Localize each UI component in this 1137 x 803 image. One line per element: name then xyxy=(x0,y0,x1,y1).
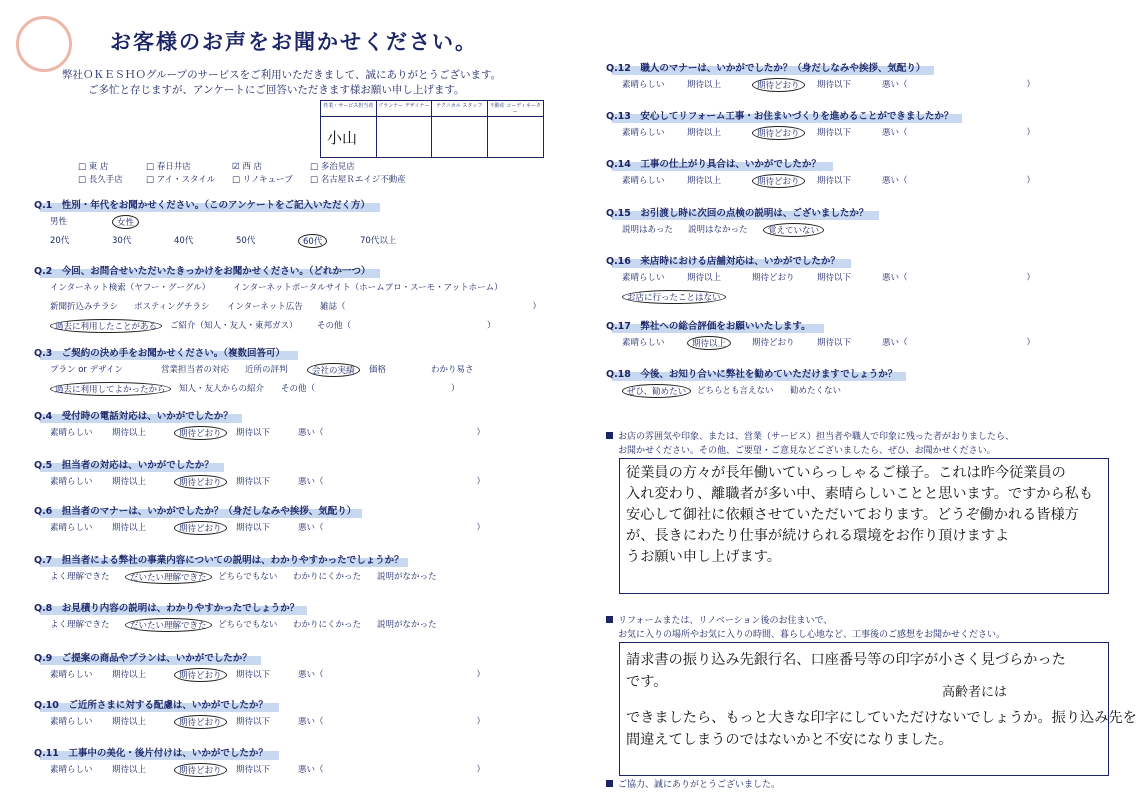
answer-option[interactable]: 勧めたくない xyxy=(790,386,842,396)
answer-option[interactable]: お店に行ったことはない xyxy=(622,290,726,304)
answer-option[interactable]: 期待以上 xyxy=(112,670,147,680)
answer-option[interactable]: 期待以上 xyxy=(687,176,722,186)
intro-line-1: 弊社ＯＫＥＳＨＯグループのサービスをご利用いただきまして、誠にありがとうございます。 xyxy=(62,69,502,81)
footer: ご協力、誠にありがとうございました。 xyxy=(606,778,780,792)
question-title: Q.16 来店時における店舗対応は、いかがでしたか？ xyxy=(606,256,840,267)
answer-option[interactable]: 悪い（ ） xyxy=(298,428,486,438)
answer-option[interactable]: その他（ ） xyxy=(317,321,496,331)
answer-option[interactable]: 説明はあった xyxy=(622,225,673,235)
answer-option[interactable]: 素晴らしい xyxy=(622,128,665,138)
question-title: Q.5 担当者の対応は、いかがでしたか？ xyxy=(34,460,214,471)
answer-option[interactable]: 期待以上 xyxy=(112,765,147,775)
answer-option[interactable]: 期待以下 xyxy=(817,128,852,138)
answer-option[interactable]: プラン or デザイン xyxy=(50,365,124,375)
answer-option[interactable]: 期待以下 xyxy=(236,477,271,487)
answer-option[interactable]: 期待以上 xyxy=(687,273,722,283)
answer-option[interactable]: 悪い（ ） xyxy=(882,338,1036,348)
staff-table xyxy=(320,100,544,158)
answer-option[interactable]: 期待以下 xyxy=(817,273,852,283)
question-title: Q.12 職人のマナーは、いかがでしたか？（身だしなみや挨拶、気配り） xyxy=(606,63,926,74)
comment1-line: うお願い申し上げます。 xyxy=(626,549,781,565)
answer-option[interactable]: 説明がなかった xyxy=(377,620,437,630)
comment2-line: できましたら、もっと大きな印字にしていただけないでしょうか。振り込み先を xyxy=(626,710,1137,726)
staff-header: 不動産 コーディネーター xyxy=(488,101,544,117)
answer-option[interactable]: 期待以下 xyxy=(817,338,852,348)
answer-option[interactable]: よく理解できた xyxy=(50,620,110,630)
answer-option[interactable]: 過去に利用してよかったから xyxy=(50,382,171,396)
sales-staff-name[interactable]: 小山 xyxy=(321,117,377,157)
answer-option[interactable]: 素晴らしい xyxy=(622,338,665,348)
answer-option[interactable]: 悪い（ ） xyxy=(298,765,486,775)
question-title: Q.7 担当者による弊社の事業内容についての説明は、わかりやすかったでしょうか？ xyxy=(34,555,404,566)
answer-option[interactable]: 悪い（ ） xyxy=(298,717,486,727)
answer-option[interactable]: 会社の実績 xyxy=(307,363,360,377)
comment1-line: が、長きにわたり仕事が続けられる環境をお作り頂けますよ xyxy=(626,528,1010,544)
question-title: Q.1 性別・年代をお聞かせください。（このアンケートをご記入いただく方） xyxy=(34,200,370,211)
answer-option[interactable]: 期待どおり xyxy=(752,338,795,348)
question-title: Q.14 工事の仕上がり具合は、いかがでしたか？ xyxy=(606,159,821,170)
store-checkbox[interactable]: □ 多治見店 xyxy=(310,162,355,172)
square-bullet-icon xyxy=(606,432,613,439)
answer-option[interactable]: 期待以上 xyxy=(112,477,147,487)
answer-option[interactable]: 女性 xyxy=(112,215,139,229)
answer-option[interactable]: 雑誌（ ） xyxy=(320,302,542,312)
store-checkbox[interactable]: □ 東 店 xyxy=(78,162,109,172)
answer-option[interactable]: 素晴らしい xyxy=(50,717,93,727)
answer-option[interactable]: 新聞折込みチラシ xyxy=(50,302,119,312)
answer-option[interactable]: 悪い（ ） xyxy=(298,523,486,533)
answer-option[interactable]: 価格 xyxy=(369,365,387,375)
question-title: Q.11 工事中の美化・後片付けは、いかがでしたか？ xyxy=(34,748,268,759)
answer-option[interactable]: 期待以下 xyxy=(236,670,271,680)
staff-header: テクニカル スタッフ xyxy=(432,101,488,117)
answer-option[interactable]: ご紹介（知人・友人・東邦ガス） xyxy=(170,321,298,331)
answer-option[interactable]: インターネット広告 xyxy=(227,302,303,312)
question-title: Q.17 弊社への総合評価をお願いいたします。 xyxy=(606,321,811,332)
answer-option[interactable]: 素晴らしい xyxy=(50,428,93,438)
answer-option[interactable]: わかりにくかった xyxy=(293,572,362,582)
answer-option[interactable]: ぜひ、勧めたい xyxy=(622,384,691,398)
answer-option[interactable]: 悪い（ ） xyxy=(882,273,1036,283)
answer-option[interactable]: 素晴らしい xyxy=(622,273,665,283)
answer-option[interactable]: 期待どおり xyxy=(752,78,805,92)
store-checkbox[interactable]: □ 長久手店 xyxy=(78,175,123,185)
answer-option[interactable]: 悪い（ ） xyxy=(298,670,486,680)
answer-option[interactable]: 素晴らしい xyxy=(622,176,665,186)
question-title: Q.9 ご提案の商品やプランは、いかがでしたか？ xyxy=(34,653,252,664)
answer-option[interactable]: よく理解できた xyxy=(50,572,110,582)
answer-option[interactable]: 期待どおり xyxy=(752,174,805,188)
answer-option[interactable]: 期待どおり xyxy=(174,763,227,777)
staff-cell[interactable] xyxy=(488,117,544,157)
comment1-text xyxy=(620,459,1108,568)
answer-option[interactable]: 期待以下 xyxy=(817,80,852,90)
answer-option[interactable]: 素晴らしい xyxy=(50,523,93,533)
answer-option[interactable]: 過去に利用したことがある xyxy=(50,319,162,333)
answer-option[interactable]: 期待どおり xyxy=(174,715,227,729)
comment2-line: です。 xyxy=(626,674,668,690)
answer-option[interactable]: 70代以上 xyxy=(360,236,397,246)
answer-option[interactable]: 説明はなかった xyxy=(688,225,748,235)
answer-option[interactable]: 素晴らしい xyxy=(50,765,93,775)
answer-option[interactable]: 期待以上 xyxy=(687,80,722,90)
answer-option[interactable]: 素晴らしい xyxy=(50,477,93,487)
comment1-prompt: お店の雰囲気や印象、または、営業（サービス）担当者や職人で印象に残った者がおりましたら、 お聞かせください。その他、ご要望・ご意見などございましたら、ぜひ、お聞かせください。 xyxy=(606,430,1014,458)
answer-option[interactable]: どちらでもない xyxy=(218,620,278,630)
answer-option[interactable]: 期待どおり xyxy=(752,273,795,283)
answer-option[interactable]: わかりにくかった xyxy=(293,620,362,630)
comment2-box[interactable] xyxy=(619,642,1137,776)
intro-line-2: ご多忙と存じますが、アンケートにご回答いただきます様お願い申し上げます。 xyxy=(88,84,465,96)
answer-option[interactable]: 営業担当者の対応 xyxy=(161,365,230,375)
comment2-line: 請求書の振り込み先銀行名、口座番号等の印字が小さく見づらかった xyxy=(626,652,1066,668)
answer-option[interactable]: 期待どおり xyxy=(174,475,227,489)
answer-option[interactable]: わかり易さ xyxy=(431,365,474,375)
square-bullet-icon xyxy=(606,780,613,787)
answer-option[interactable]: 期待以上 xyxy=(687,336,731,350)
answer-option[interactable]: 近所の評判 xyxy=(245,365,288,375)
comment2-line: 間違えてしまうのではないかと不安になりました。 xyxy=(626,732,953,748)
answer-option[interactable]: 60代 xyxy=(298,234,327,248)
answer-option[interactable]: だいたい理解できた xyxy=(125,570,212,584)
answer-option[interactable]: 期待以下 xyxy=(236,428,271,438)
answer-option[interactable]: 期待以上 xyxy=(687,128,722,138)
answer-option[interactable]: 覚えていない xyxy=(763,223,824,237)
answer-option[interactable]: どちらとも言えない xyxy=(697,386,774,396)
answer-option[interactable]: 40代 xyxy=(174,236,194,246)
answer-option[interactable]: 期待以上 xyxy=(112,523,147,533)
answer-option[interactable]: 悪い（ ） xyxy=(298,477,486,487)
question-title: Q.2 今回、お問合せいただいたきっかけをお聞かせください。（どれか一つ） xyxy=(34,266,371,277)
staff-header: 営業・サービス担当者 xyxy=(321,101,377,117)
answer-option[interactable]: その他（ ） xyxy=(281,384,460,394)
answer-option[interactable]: 期待以下 xyxy=(817,176,852,186)
answer-option[interactable]: 期待どおり xyxy=(174,668,227,682)
company-seal xyxy=(16,16,72,72)
question-title: Q.3 ご契約の決め手をお聞かせください。（複数回答可） xyxy=(34,348,286,359)
question-title: Q.15 お引渡し時に次回の点検の説明は、ございましたか？ xyxy=(606,208,869,219)
answer-option[interactable]: インターネットポータルサイト（ホームプロ・スーモ・アットホーム） xyxy=(233,283,503,293)
answer-option[interactable]: 説明がなかった xyxy=(377,572,437,582)
answer-option[interactable]: 20代 xyxy=(50,236,70,246)
answer-option[interactable]: ポスティングチラシ xyxy=(134,302,210,312)
store-checkbox[interactable]: □ 名古屋Ｒエイジ不動産 xyxy=(310,175,406,185)
comment1-line: 従業員の方々が長年働いていらっしゃるご様子。これは昨今従業員の xyxy=(626,465,1066,481)
answer-option[interactable]: 悪い（ ） xyxy=(882,128,1036,138)
answer-option[interactable]: 50代 xyxy=(236,236,256,246)
question-title: Q.4 受付時の電話対応は、いかがでしたか？ xyxy=(34,411,233,422)
comment2-prompt: リフォームまたは、リノベーション後のお住まいで、 お気に入りの場所やお気に入りの時間、暮らし心地など、工事後のご感想をお聞かせください。 xyxy=(606,614,1005,642)
staff-cell[interactable] xyxy=(432,117,488,157)
store-checkbox[interactable]: □ アイ・スタイル xyxy=(146,175,216,185)
answer-option[interactable]: 悪い（ ） xyxy=(882,176,1036,186)
question-title: Q.6 担当者のマナーは、いかがでしたか？（身だしなみや挨拶、気配り） xyxy=(34,506,357,517)
answer-option[interactable]: 男性 xyxy=(50,217,68,227)
page-title: お客様のお声をお聞かせください。 xyxy=(110,30,478,54)
store-checkbox[interactable]: □ リノキューブ xyxy=(232,175,293,185)
comment1-box[interactable] xyxy=(619,458,1109,594)
answer-option[interactable]: 期待どおり xyxy=(174,426,227,440)
question-title: Q.13 安心してリフォーム工事・お住まいづくりを進めることができましたか？ xyxy=(606,111,954,122)
question-title: Q.18 今後、お知り合いに弊社を勧めていただけますでしょうか？ xyxy=(606,369,898,380)
answer-option[interactable]: 素晴らしい xyxy=(622,80,665,90)
store-checkbox[interactable]: □ 春日井店 xyxy=(146,162,191,172)
answer-option[interactable]: 期待以下 xyxy=(236,765,271,775)
square-bullet-icon xyxy=(606,616,613,623)
answer-option[interactable]: どちらでもない xyxy=(218,572,278,582)
store-checkbox[interactable]: ☑ 西 店 xyxy=(232,162,263,172)
answer-option[interactable]: だいたい理解できた xyxy=(125,618,212,632)
answer-option[interactable]: 30代 xyxy=(112,236,132,246)
answer-option[interactable]: 期待以上 xyxy=(112,717,147,727)
answer-option[interactable]: 期待以下 xyxy=(236,523,271,533)
answer-option[interactable]: 知人・友人からの紹介 xyxy=(179,384,265,394)
comment1-line: 入れ変わり、離職者が多い中、素晴らしいことと思います。ですから私も xyxy=(626,486,1094,502)
question-title: Q.10 ご近所さまに対する配慮は、いかがでしたか？ xyxy=(34,700,268,711)
answer-option[interactable]: 期待以上 xyxy=(112,428,147,438)
comment1-line: 安心して御社に依頼させていただいております。どうぞ働かれる皆様方 xyxy=(626,507,1079,523)
answer-option[interactable]: 悪い（ ） xyxy=(882,80,1036,90)
answer-option[interactable]: 期待どおり xyxy=(752,126,805,140)
question-title: Q.8 お見積り内容の説明は、わかりやすかったでしょうか？ xyxy=(34,603,300,614)
staff-header: プランナー デザイナー xyxy=(377,101,433,117)
comment2-insert: 高齢者には xyxy=(942,685,1008,700)
staff-cell[interactable] xyxy=(377,117,433,157)
answer-option[interactable]: 素晴らしい xyxy=(50,670,93,680)
answer-option[interactable]: インターネット検索（ヤフー・グーグル） xyxy=(50,283,211,293)
answer-option[interactable]: 期待どおり xyxy=(174,521,227,535)
answer-option[interactable]: 期待以下 xyxy=(236,717,271,727)
